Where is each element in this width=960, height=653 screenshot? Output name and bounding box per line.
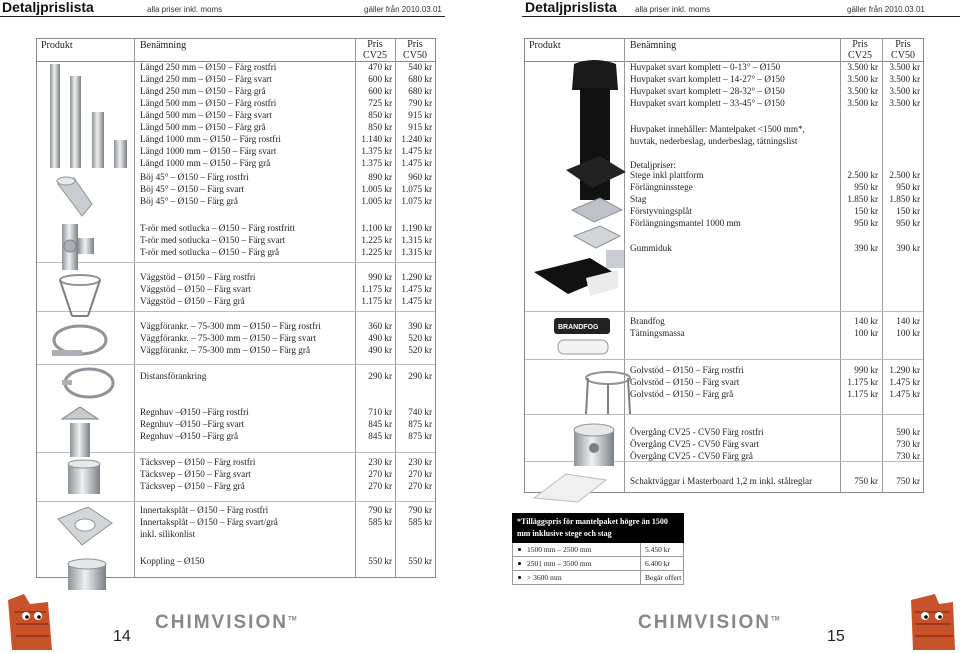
price-cv50: 1.475 kr bbox=[401, 146, 432, 156]
height-range: 2501 mm – 3500 mm bbox=[527, 559, 592, 568]
price-cv25: 850 kr bbox=[368, 110, 392, 120]
left-page-number: 14 bbox=[113, 628, 131, 645]
pipe-lengths-photo bbox=[42, 64, 132, 169]
right-title: Detaljprislista bbox=[525, 0, 617, 15]
left-price-row bbox=[140, 171, 432, 183]
left-price-row bbox=[140, 516, 432, 528]
left-price-row bbox=[140, 73, 432, 85]
product-name: Förstyvningsplåt bbox=[630, 206, 692, 216]
right-price-row bbox=[630, 438, 920, 450]
right-header-rule bbox=[522, 16, 960, 17]
hood-package-photo bbox=[560, 60, 630, 270]
price-cv50: 270 kr bbox=[408, 481, 432, 491]
price-cv25: 790 kr bbox=[368, 505, 392, 515]
product-name: Längd 500 mm – Ø150 – Färg grå bbox=[140, 122, 266, 132]
price-cv50: 520 kr bbox=[408, 345, 432, 355]
price-cv25: 270 kr bbox=[368, 481, 392, 491]
price-cv25: 3.500 kr bbox=[847, 86, 878, 96]
right-price-row bbox=[630, 205, 920, 217]
mantel-surcharge-box bbox=[512, 513, 684, 585]
price-cv25: 1.225 kr bbox=[361, 247, 392, 257]
price-cv25: 1.175 kr bbox=[847, 377, 878, 387]
col-pris-cv25: Pris CV25 bbox=[363, 39, 387, 61]
left-price-row bbox=[140, 370, 432, 382]
price-cv25: 490 kr bbox=[368, 345, 392, 355]
product-name: Väggstöd – Ø150 – Färg rostfri bbox=[140, 272, 256, 282]
price-cv25: 230 kr bbox=[368, 457, 392, 467]
left-price-row bbox=[140, 480, 432, 492]
left-price-row bbox=[140, 85, 432, 97]
bullet-icon bbox=[518, 562, 521, 565]
left-price-row bbox=[140, 271, 432, 283]
shaft-wall-photo bbox=[530, 470, 610, 504]
price-cv50: 520 kr bbox=[408, 333, 432, 343]
left-price-row bbox=[140, 504, 432, 516]
surcharge-row bbox=[512, 543, 684, 557]
product-name: huvtak, nederbeslag, underbeslag, tätningslist bbox=[630, 136, 798, 146]
right-price-row bbox=[630, 475, 920, 487]
price-cv50: 390 kr bbox=[408, 321, 432, 331]
price-cv50: 790 kr bbox=[408, 505, 432, 515]
price-cv25: 3.500 kr bbox=[847, 74, 878, 84]
right-price-row bbox=[630, 193, 920, 205]
left-price-row bbox=[140, 97, 432, 109]
right-price-note: alla priser inkl. moms bbox=[635, 5, 711, 14]
price-cv50: 290 kr bbox=[408, 371, 432, 381]
product-name: Förlängningsmantel 1000 mm bbox=[630, 218, 741, 228]
col-produkt: Produkt bbox=[41, 40, 73, 51]
left-price-note: alla priser inkl. moms bbox=[147, 5, 223, 14]
left-price-row bbox=[140, 121, 432, 133]
product-name: Regnhuv –Ø150 –Färg rostfri bbox=[140, 407, 249, 417]
right-price-row bbox=[630, 181, 920, 193]
right-price-row bbox=[630, 450, 920, 462]
product-name: Golvstöd – Ø150 – Färg grå bbox=[630, 389, 734, 399]
price-cv25: 150 kr bbox=[854, 206, 878, 216]
price-cv50: 730 kr bbox=[896, 439, 920, 449]
price-cv50: 915 kr bbox=[408, 122, 432, 132]
price-cv50: 960 kr bbox=[408, 172, 432, 182]
product-name: Täcksvep – Ø150 – Färg grå bbox=[140, 481, 245, 491]
product-name: Längd 500 mm – Ø150 – Färg svart bbox=[140, 110, 272, 120]
bend-45-photo bbox=[52, 174, 97, 219]
price-cv25: 270 kr bbox=[368, 469, 392, 479]
col-pris-cv50: Pris CV50 bbox=[891, 39, 915, 61]
price-cv25: 600 kr bbox=[368, 86, 392, 96]
left-price-row bbox=[140, 145, 432, 157]
product-name: Stege inkl plattform bbox=[630, 170, 704, 180]
price-cv50: 1.315 kr bbox=[401, 235, 432, 245]
product-name: Förlängninsstege bbox=[630, 182, 693, 192]
price-cv50: 950 kr bbox=[896, 218, 920, 228]
left-price-row bbox=[140, 456, 432, 468]
right-price-row bbox=[630, 242, 920, 254]
right-page-number: 15 bbox=[827, 628, 845, 645]
price-cv25: 290 kr bbox=[368, 371, 392, 381]
price-cv25: 600 kr bbox=[368, 74, 392, 84]
chimvision-logo-left: CHIMVISION™ bbox=[155, 612, 297, 633]
price-cv25: 1.375 kr bbox=[361, 158, 392, 168]
product-name: Böj 45° – Ø150 – Färg svart bbox=[140, 184, 245, 194]
price-cv50: 1.475 kr bbox=[889, 389, 920, 399]
left-price-row bbox=[140, 61, 432, 73]
price-cv25: 2.500 kr bbox=[847, 170, 878, 180]
price-cv25: 1.175 kr bbox=[361, 296, 392, 306]
surcharge-row bbox=[512, 571, 684, 585]
left-group-divider bbox=[37, 501, 435, 502]
brick-mascot-right bbox=[905, 588, 959, 652]
price-cv25: 1.375 kr bbox=[361, 146, 392, 156]
price-cv50: 915 kr bbox=[408, 110, 432, 120]
right-header bbox=[525, 0, 960, 15]
product-name: T-rör med sotlucka – Ø150 – Färg rostfritt bbox=[140, 223, 295, 233]
product-name: Väggförankr. – 75-300 mm – Ø150 – Färg rostfri bbox=[140, 321, 321, 331]
left-title: Detaljprislista bbox=[2, 0, 94, 15]
price-cv25: 1.175 kr bbox=[361, 284, 392, 294]
price-cv25: 490 kr bbox=[368, 333, 392, 343]
price-cv50: 680 kr bbox=[408, 74, 432, 84]
product-name: Regnhuv –Ø150 –Färg svart bbox=[140, 419, 245, 429]
price-cv50: 150 kr bbox=[896, 206, 920, 216]
product-name: Längd 250 mm – Ø150 – Färg rostfri bbox=[140, 62, 277, 72]
right-price-row bbox=[630, 73, 920, 85]
distance-anchor-photo bbox=[62, 364, 117, 402]
surcharge-divider bbox=[640, 571, 641, 584]
product-name: Längd 250 mm – Ø150 – Färg grå bbox=[140, 86, 266, 96]
product-name: Tätningsmassa bbox=[630, 328, 685, 338]
product-name: Gummiduk bbox=[630, 243, 672, 253]
col-benamning: Benämning bbox=[630, 40, 677, 51]
left-price-row bbox=[140, 246, 432, 258]
right-price-row bbox=[630, 169, 920, 181]
left-price-row bbox=[140, 195, 432, 207]
left-price-row bbox=[140, 234, 432, 246]
price-cv25: 845 kr bbox=[368, 431, 392, 441]
product-name: Väggstöd – Ø150 – Färg svart bbox=[140, 284, 251, 294]
product-name: Golvstöd – Ø150 – Färg rostfri bbox=[630, 365, 744, 375]
product-name: Huvpaket svart komplett – 33-45° – Ø150 bbox=[630, 98, 785, 108]
price-cv50: 550 kr bbox=[408, 556, 432, 566]
t-pipe-photo bbox=[48, 222, 100, 272]
left-price-row bbox=[140, 332, 432, 344]
price-cv25: 1.850 kr bbox=[847, 194, 878, 204]
price-cv50: 1.475 kr bbox=[889, 377, 920, 387]
price-cv50: 1.475 kr bbox=[401, 158, 432, 168]
transition-photo bbox=[566, 422, 622, 474]
price-cv25: 850 kr bbox=[368, 122, 392, 132]
left-price-row bbox=[140, 133, 432, 145]
price-cv25: 990 kr bbox=[368, 272, 392, 282]
left-price-row bbox=[140, 418, 432, 430]
price-cv25: 725 kr bbox=[368, 98, 392, 108]
product-name: Längd 1000 mm – Ø150 – Färg grå bbox=[140, 158, 271, 168]
price-cv50: 3.500 kr bbox=[889, 74, 920, 84]
brick-mascot-left bbox=[4, 590, 56, 652]
price-cv50: 1.075 kr bbox=[401, 196, 432, 206]
price-cv50: 1.075 kr bbox=[401, 184, 432, 194]
price-cv25: 710 kr bbox=[368, 407, 392, 417]
right-price-row bbox=[630, 388, 920, 400]
price-cv25: 585 kr bbox=[368, 517, 392, 527]
product-name: Schaktväggar i Masterboard 1,2 m inkl. stålreglar bbox=[630, 476, 813, 486]
price-cv25: 550 kr bbox=[368, 556, 392, 566]
surcharge-divider bbox=[640, 543, 641, 556]
price-cv25: 1.005 kr bbox=[361, 196, 392, 206]
left-col-sep-1 bbox=[134, 39, 135, 577]
price-cv25: 3.500 kr bbox=[847, 62, 878, 72]
product-name: Övergång CV25 - CV50 Färg rostfri bbox=[630, 427, 764, 437]
price-cv50: 1.190 kr bbox=[401, 223, 432, 233]
left-price-row bbox=[140, 468, 432, 480]
left-header bbox=[2, 0, 442, 15]
price-cv50: 230 kr bbox=[408, 457, 432, 467]
product-name: Golvstöd – Ø150 – Färg svart bbox=[630, 377, 740, 387]
product-name: Distansförankring bbox=[140, 371, 207, 381]
right-price-row bbox=[630, 97, 920, 109]
product-name: T-rör med sotlucka – Ø150 – Färg svart bbox=[140, 235, 286, 245]
price-cv50: 740 kr bbox=[408, 407, 432, 417]
product-name: Längd 1000 mm – Ø150 – Färg svart bbox=[140, 146, 277, 156]
coupling-photo bbox=[62, 554, 112, 598]
left-price-row bbox=[140, 406, 432, 418]
price-cv50: 1.475 kr bbox=[401, 284, 432, 294]
mantel-surcharge-heading: *Tilläggspris för mantelpaket högre än 1500 mm inklusive stege och stag bbox=[512, 513, 684, 543]
price-cv25: 1.100 kr bbox=[361, 223, 392, 233]
price-cv50: 680 kr bbox=[408, 86, 432, 96]
price-cv50: 1.850 kr bbox=[889, 194, 920, 204]
product-name: Böj 45° – Ø150 – Färg rostfri bbox=[140, 172, 249, 182]
right-price-row bbox=[630, 85, 920, 97]
left-price-row bbox=[140, 344, 432, 356]
price-cv50: 1.315 kr bbox=[401, 247, 432, 257]
price-cv50: 590 kr bbox=[896, 427, 920, 437]
height-range: 1500 mm – 2500 mm bbox=[527, 545, 592, 554]
price-cv50: 950 kr bbox=[896, 182, 920, 192]
left-price-row bbox=[140, 320, 432, 332]
col-benamning: Benämning bbox=[140, 40, 187, 51]
right-valid-date: gäller från 2010.03.01 bbox=[847, 5, 925, 14]
product-name: Väggstöd – Ø150 – Färg grå bbox=[140, 296, 245, 306]
right-price-row bbox=[630, 426, 920, 438]
surcharge-price: Begär offert bbox=[645, 573, 682, 582]
product-name: Längd 500 mm – Ø150 – Färg rostfri bbox=[140, 98, 277, 108]
price-cv50: 390 kr bbox=[896, 243, 920, 253]
price-cv50: 790 kr bbox=[408, 98, 432, 108]
price-cv50: 3.500 kr bbox=[889, 86, 920, 96]
price-cv25: 360 kr bbox=[368, 321, 392, 331]
right-price-row bbox=[630, 376, 920, 388]
product-name: Böj 45° – Ø150 – Färg grå bbox=[140, 196, 238, 206]
col-pris-cv50: Pris CV50 bbox=[403, 39, 427, 61]
price-cv50: 2.500 kr bbox=[889, 170, 920, 180]
right-price-row bbox=[630, 123, 920, 135]
price-cv25: 470 kr bbox=[368, 62, 392, 72]
right-price-row bbox=[630, 217, 920, 229]
price-cv50: 3.500 kr bbox=[889, 62, 920, 72]
price-cv50: 3.500 kr bbox=[889, 98, 920, 108]
product-name: T-rör med sotlucka – Ø150 – Färg grå bbox=[140, 247, 280, 257]
price-cv50: 875 kr bbox=[408, 419, 432, 429]
price-cv25: 1.225 kr bbox=[361, 235, 392, 245]
surcharge-row bbox=[512, 557, 684, 571]
wall-support-photo bbox=[50, 272, 110, 318]
floor-support-photo bbox=[580, 366, 636, 418]
right-price-row bbox=[630, 327, 920, 339]
product-name: Brandfog bbox=[630, 316, 665, 326]
price-cv50: 1.290 kr bbox=[401, 272, 432, 282]
price-cv25: 890 kr bbox=[368, 172, 392, 182]
price-cv50: 540 kr bbox=[408, 62, 432, 72]
right-table-header bbox=[525, 39, 923, 62]
price-cv25: 950 kr bbox=[854, 182, 878, 192]
product-name: Längd 1000 mm – Ø150 – Färg rostfri bbox=[140, 134, 281, 144]
product-name: Huvpaket svart komplett – 0-13° – Ø150 bbox=[630, 62, 781, 72]
product-name: Väggförankr. – 75-300 mm – Ø150 – Färg grå bbox=[140, 345, 311, 355]
price-cv50: 270 kr bbox=[408, 469, 432, 479]
product-name: Täcksvep – Ø150 – Färg rostfri bbox=[140, 457, 256, 467]
right-group-divider bbox=[525, 311, 923, 312]
product-name: Innertaksplåt – Ø150 – Färg rostfri bbox=[140, 505, 269, 515]
col-produkt: Produkt bbox=[529, 40, 561, 51]
right-price-row bbox=[630, 315, 920, 327]
product-name: Stag bbox=[630, 194, 647, 204]
price-cv25: 390 kr bbox=[854, 243, 878, 253]
product-name: Innertaksplåt – Ø150 – Färg svart/grå bbox=[140, 517, 278, 527]
price-cv25: 140 kr bbox=[854, 316, 878, 326]
col-pris-cv25: Pris CV25 bbox=[848, 39, 872, 61]
price-cv25: 750 kr bbox=[854, 476, 878, 486]
price-cv25: 1.140 kr bbox=[361, 134, 392, 144]
price-cv50: 585 kr bbox=[408, 517, 432, 527]
right-price-row bbox=[630, 135, 920, 147]
left-price-row bbox=[140, 295, 432, 307]
price-cv50: 100 kr bbox=[896, 328, 920, 338]
price-cv25: 1.005 kr bbox=[361, 184, 392, 194]
height-range: > 3600 mm bbox=[527, 573, 562, 582]
ceiling-plate-photo bbox=[54, 505, 114, 553]
price-cv50: 140 kr bbox=[896, 316, 920, 326]
surcharge-divider bbox=[640, 557, 641, 570]
product-name: Huvpaket svart komplett – 14-27° – Ø150 bbox=[630, 74, 785, 84]
product-name: Övergång CV25 - CV50 Färg grå bbox=[630, 451, 753, 461]
left-price-row bbox=[140, 528, 432, 540]
brandfog-label: BRANDFOG bbox=[558, 324, 599, 331]
rain-cap-photo bbox=[58, 405, 102, 460]
product-name: Detaljpriser: bbox=[630, 160, 676, 170]
left-price-row bbox=[140, 222, 432, 234]
cover-collar-photo bbox=[62, 458, 106, 500]
left-header-rule bbox=[0, 16, 445, 17]
price-cv50: 750 kr bbox=[896, 476, 920, 486]
left-price-row bbox=[140, 430, 432, 442]
brandfog-photo bbox=[548, 316, 616, 362]
left-price-row bbox=[140, 283, 432, 295]
chimvision-logo-right: CHIMVISION™ bbox=[638, 612, 780, 633]
bullet-icon bbox=[518, 576, 521, 579]
price-cv50: 875 kr bbox=[408, 431, 432, 441]
product-name: Koppling – Ø150 bbox=[140, 556, 205, 566]
product-name: Huvpaket svart komplett – 28-32° – Ø150 bbox=[630, 86, 785, 96]
price-cv50: 730 kr bbox=[896, 451, 920, 461]
left-valid-date: gäller från 2010.03.01 bbox=[364, 5, 442, 14]
price-cv25: 100 kr bbox=[854, 328, 878, 338]
price-cv25: 3.500 kr bbox=[847, 98, 878, 108]
right-price-row bbox=[630, 364, 920, 376]
price-cv25: 845 kr bbox=[368, 419, 392, 429]
rubber-sheet-photo bbox=[528, 252, 620, 298]
surcharge-price: 5.450 kr bbox=[645, 545, 670, 554]
price-cv25: 990 kr bbox=[854, 365, 878, 375]
mantel-surcharge-rows bbox=[512, 543, 684, 585]
wall-anchor-photo bbox=[50, 320, 115, 365]
left-price-row bbox=[140, 109, 432, 121]
price-cv50: 1.240 kr bbox=[401, 134, 432, 144]
price-cv25: 1.175 kr bbox=[847, 389, 878, 399]
product-name: Täcksvep – Ø150 – Färg svart bbox=[140, 469, 251, 479]
price-cv25: 950 kr bbox=[854, 218, 878, 228]
price-cv50: 1.475 kr bbox=[401, 296, 432, 306]
product-name: Övergång CV25 - CV50 Färg svart bbox=[630, 439, 760, 449]
left-price-row bbox=[140, 555, 432, 567]
product-name: Huvpaket innehåller: Mantelpaket <1500 mm*, bbox=[630, 124, 805, 134]
price-cv50: 1.290 kr bbox=[889, 365, 920, 375]
right-price-row bbox=[630, 61, 920, 73]
surcharge-price: 6.400 kr bbox=[645, 559, 670, 568]
product-name: Regnhuv –Ø150 –Färg grå bbox=[140, 431, 239, 441]
product-name: Väggförankr. – 75-300 mm – Ø150 – Färg svart bbox=[140, 333, 317, 343]
left-price-row bbox=[140, 183, 432, 195]
left-table-header bbox=[37, 39, 435, 62]
product-name: Längd 250 mm – Ø150 – Färg svart bbox=[140, 74, 272, 84]
bullet-icon bbox=[518, 548, 521, 551]
product-name: inkl. silikonlist bbox=[140, 529, 196, 539]
left-price-row bbox=[140, 157, 432, 169]
